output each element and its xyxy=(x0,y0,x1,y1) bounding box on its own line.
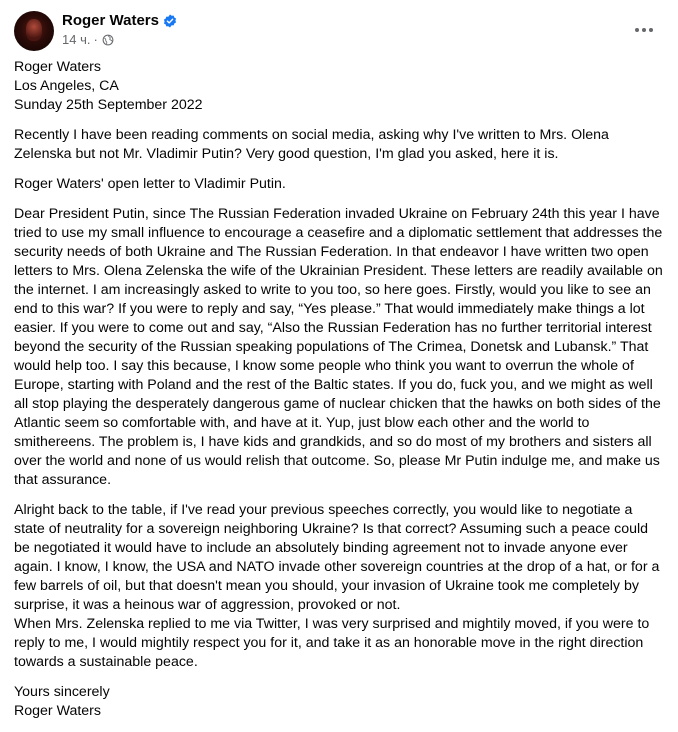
letter-heading xyxy=(14,58,664,115)
author-row xyxy=(62,12,177,30)
globe-icon[interactable] xyxy=(102,34,114,46)
post-meta xyxy=(62,32,114,48)
signoff-line: Roger Waters xyxy=(14,703,101,719)
heading-line: Los Angeles, CA xyxy=(14,78,119,94)
paragraph: Recently I have been reading comments on social media, asking why I've written to Mrs. Olena Zelenska but not Mr. Vladimir Putin? Very good question, I'm glad you asked, here it is. xyxy=(14,127,609,162)
signoff xyxy=(14,683,664,721)
heading-line: Roger Waters xyxy=(14,59,101,75)
post-timestamp[interactable]: 14 ч. xyxy=(62,32,91,47)
more-options-icon[interactable] xyxy=(632,20,656,40)
meta-separator: · xyxy=(93,32,98,47)
paragraph: Roger Waters' open letter to Vladimir Putin. xyxy=(14,176,286,192)
author-name[interactable]: Roger Waters xyxy=(62,12,159,29)
paragraph: Dear President Putin, since The Russian Federation invaded Ukraine on February 24th this year I have tried to use my small influence to encourage a ceasefire and a diplomatic settlement that addresses the security needs of both Ukraine and The Russian Federation. In that endeavor I have written two open letters to Mrs. Olena Zelenska the wife of the Ukrainian President. These letters are readily available on the internet. I am increasingly asked to write to you too, so here goes. Firstly, would you like to see an end to this war? If you were to reply and say, “Yes please.” That would immediately make things a lot easier. If you were to come out and say, “Also the Russian Federation has no further territorial interest beyond the security of the Russian speaking populations of The Crimea, Donetsk and Lubansk.” That would help too. I say this because, I know some people who think you want to overrun the whole of Europe, starting with Poland and the rest of the Baltic states. If you do, fuck you, and we might as well all stop playing the desperately dangerous game of nuclear chicken that the hawks on both sides of the Atlantic seem so comfortable with, and have at it. Yup, just blow each other and the world to smithereens. The problem is, I have kids and grandkids, and so do most of my brothers and sisters all over the world and none of us would relish that outcome. So, please Mr Putin indulge me, and make us that assurance. xyxy=(14,206,663,488)
paragraph: When Mrs. Zelenska replied to me via Twitter, I was very surprised and mightily moved, if you were to reply to me, I would mightily respect you for it, and take it as an honorable move in the right direction towards a sustainable peace. xyxy=(14,616,650,670)
verified-badge-icon xyxy=(163,14,177,28)
heading-line: Sunday 25th September 2022 xyxy=(14,97,203,113)
paragraph: Alright back to the table, if I've read your previous speeches correctly, you would like to negotiate a state of neutrality for a sovereign neighboring Ukraine? Is that correct? Assuming such a peace could be negotiated it would have to include an absolutely binding agreement not to invade anyone ever again. I know, I know, the USA and NATO invade other sovereign countries at the drop of a hat, or for a few barrels of oil, but that doesn't mean you should, your invasion of Ukraine took me completely by surprise, it was a heinous war of aggression, provoked or not. xyxy=(14,502,660,613)
post-body xyxy=(14,58,664,732)
post-header xyxy=(14,11,664,55)
signoff-line: Yours sincerely xyxy=(14,684,110,700)
author-avatar[interactable] xyxy=(14,11,54,51)
